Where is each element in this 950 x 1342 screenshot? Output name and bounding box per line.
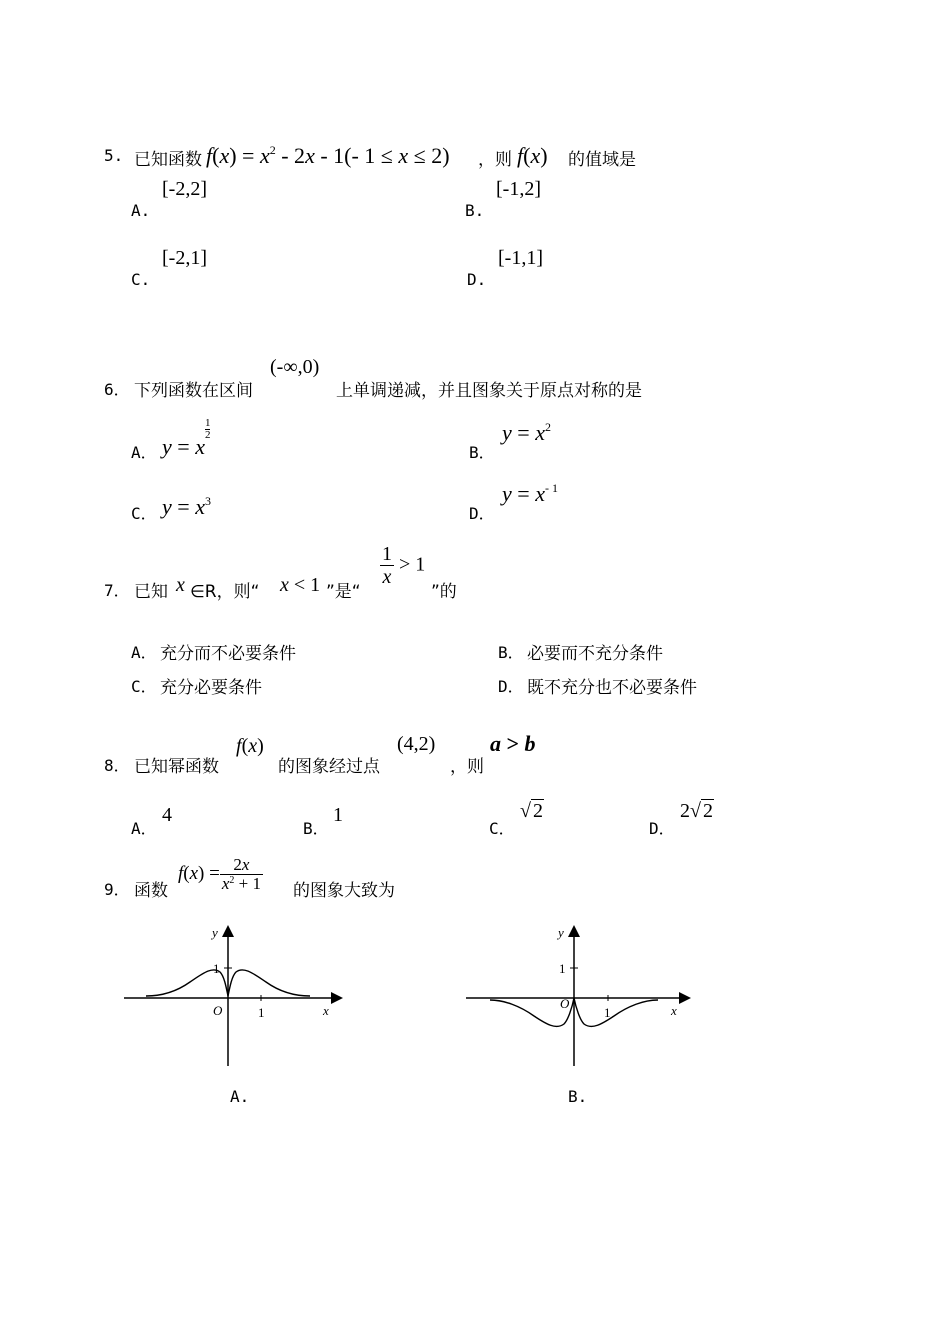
graph-a-origin: O [213,1003,223,1018]
q6-option-c-value: $y = x^3$ [162,494,211,519]
q8-option-b-label: B． [303,819,329,838]
q6-stem-pre: 下列函数在区间 [134,381,253,401]
q7-x: x [176,574,185,596]
q8-option-b-value: 1 [333,804,343,826]
graph-b-y-tick-label: 1 [559,961,566,976]
q7-option-d-label: D． [498,677,524,696]
q8-stem-mid: 的图象经过点 [278,757,380,777]
q5-option-d-label: D. [467,270,487,289]
q8-fx: f(x) [236,735,264,757]
graph-a [120,922,350,1072]
q9-stem-post: 的图象大致为 [293,881,395,901]
q6-option-c-label: C． [131,504,157,523]
q7-option-d-value: 既不充分也不必要条件 [527,678,697,698]
q8-comma: ，则 [450,757,484,777]
graph-a-x-tick-label: 1 [258,1005,265,1020]
q5-number: 5. [104,146,124,165]
graph-a-y-tick-label: 1 [213,961,220,976]
q6-interval: (-∞,0) [270,356,320,378]
graph-a-label: A. [230,1087,250,1106]
q5-option-a-value: [-2,2] [162,178,207,200]
graph-b-origin: O [560,996,570,1011]
q5-stem-mid: ，则 [478,150,512,170]
q8-expr: a > b [490,731,536,756]
q7-option-a-label: A． [131,643,157,662]
q8-option-d-value: 2√ 2 [680,800,713,822]
q8-stem-pre: 已知幂函数 [134,757,219,777]
q8-option-d-label: D． [649,819,675,838]
q6-option-a-value: y = x $\frac{1}{2}$ [162,417,211,459]
q6-stem-post: 上单调递减，并且图象关于原点对称的是 [336,381,642,401]
q6-option-b-value: $y = x^2$ [502,420,551,445]
q5-option-c-label: C. [131,270,151,289]
q7-option-a-value: 充分而不必要条件 [160,644,296,664]
q6-number: 6． [104,380,130,399]
graph-b-x-tick-label: 1 [604,1005,611,1020]
q8-option-c-value: √ 2 [520,800,543,822]
q5-fx: f(x) [517,143,548,168]
q7-stem-pre: 已知 [134,582,168,602]
q6-option-b-label: B． [469,443,495,462]
q9-number: 9． [104,880,130,899]
q7-mid: ”是“ [326,582,361,602]
graph-a-y-label: y [212,925,218,940]
q6-option-d-value: $y = x^{- 1}$ [502,481,558,506]
q7-post: ”的 [431,582,457,602]
q5-option-c-value: [-2,1] [162,247,207,269]
graph-b-label: B. [568,1087,588,1106]
q7-set: ∈R，则“ [190,582,260,602]
graph-b-x-label: x [671,1003,677,1018]
q8-number: 8． [104,756,130,775]
q7-cond1: x < 1 [280,574,321,596]
q8-point: (4,2) [397,733,436,755]
q8-option-a-label: A． [131,819,157,838]
graph-b-y-label: y [558,925,564,940]
q5-formula: $f(x) = x^2 - 2x - 1(-$ 1 ≤ x ≤ 2) [206,143,450,168]
q5-stem-post: 的值域是 [568,150,636,170]
graph-b [462,922,694,1072]
graph-a-x-label: x [323,1003,329,1018]
q5-option-b-value: [-1,2] [496,178,541,200]
q7-cond2: $\frac{1}{x}$ > 1 [382,543,426,588]
q6-option-d-label: D． [469,504,495,523]
q9-stem-pre: 函数 [134,881,168,901]
q7-option-c-label: C． [131,677,157,696]
q9-formula: f(x) = $\frac{2x}{x^2 + 1}$ [178,855,261,893]
q8-option-c-label: C． [489,819,515,838]
q7-option-c-value: 充分必要条件 [160,678,262,698]
q5-option-b-label: B. [465,201,485,220]
q5-option-a-label: A. [131,201,151,220]
q7-option-b-label: B． [498,643,524,662]
q5-stem-pre: 已知函数 [134,150,202,170]
q5-option-d-value: [-1,1] [498,247,543,269]
q6-option-a-label: A． [131,443,157,462]
q7-option-b-value: 必要而不充分条件 [527,644,663,664]
q7-number: 7． [104,581,130,600]
q8-option-a-value: 4 [162,804,172,826]
